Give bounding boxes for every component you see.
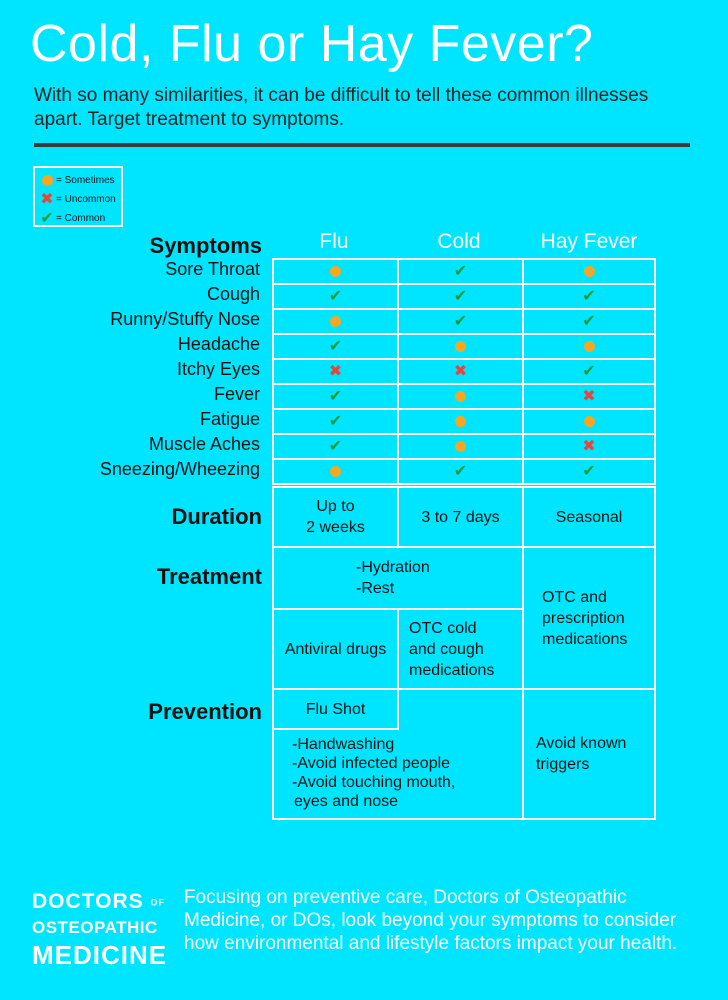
- symptom-cell-cold: [397, 333, 524, 360]
- column-header-hay-fever: Hay Fever: [540, 230, 638, 253]
- symptom-cell-flu: [272, 408, 399, 435]
- logo-line2: OSTEOPATHIC: [32, 918, 158, 937]
- legend-common-label: = Common: [56, 213, 106, 224]
- dot-icon: [455, 341, 466, 352]
- check-icon: ✔: [453, 462, 468, 480]
- duration-hay-fever: Seasonal: [522, 486, 656, 548]
- symptom-cell-flu: [272, 383, 399, 410]
- symptom-cell-flu: [272, 358, 399, 385]
- symptom-cell-cold: [397, 383, 524, 410]
- symptom-cell-cold: [397, 258, 524, 285]
- symptom-cell-flu: [272, 458, 399, 485]
- legend: [33, 166, 123, 227]
- cross-icon: ✖: [582, 387, 596, 405]
- symptom-label: Sneezing/Wheezing: [99, 459, 260, 479]
- symptom-label: Cough: [206, 284, 260, 304]
- symptom-cell-flu: [272, 333, 399, 360]
- symptom-label: Muscle Aches: [148, 434, 260, 454]
- prevention-hay-line2: triggers: [536, 756, 590, 773]
- symptom-cell-flu: [272, 283, 399, 310]
- treatment-hay-line1: OTC and: [542, 588, 607, 606]
- symptom-cell-flu: [272, 258, 399, 285]
- symptom-label: Itchy Eyes: [176, 359, 260, 379]
- check-icon: ✔: [582, 287, 596, 305]
- logo-line1: DOCTORS OF: [32, 890, 165, 913]
- check-icon: ✔: [328, 437, 343, 455]
- symptom-cell-cold: [397, 358, 524, 385]
- prevention-shared-line1: -Handwashing: [292, 736, 395, 753]
- column-header-cold: Cold: [437, 230, 481, 253]
- check-icon: ✔: [328, 337, 343, 355]
- prevention-shared-line3: -Avoid touching mouth,: [292, 774, 456, 791]
- symptom-cell-flu: [272, 433, 399, 460]
- page-title: Cold, Flu or Hay Fever?: [30, 15, 594, 73]
- symptom-cell-cold: [397, 283, 524, 310]
- symptom-cell-hay: [522, 283, 656, 310]
- dot-icon: [584, 341, 595, 352]
- treatment-hay-fever: [522, 546, 656, 690]
- legend-sometimes: [39, 171, 121, 190]
- dot-icon: [584, 416, 595, 427]
- prevention-shared-line4: eyes and nose: [294, 793, 399, 810]
- symptom-cell-cold: [397, 308, 524, 335]
- section-label-duration: Duration: [171, 504, 262, 529]
- duration-flu-line1: Up to: [316, 498, 355, 515]
- treatment-shared-line2: -Rest: [356, 580, 395, 597]
- column-header-flu: Flu: [319, 230, 349, 253]
- symptom-label: Sore Throat: [165, 259, 260, 279]
- check-icon: ✔: [328, 412, 343, 430]
- symptom-label: Fever: [213, 384, 260, 404]
- check-icon: ✔: [582, 462, 596, 480]
- dot-icon: [42, 175, 53, 186]
- symptom-cell-hay: [522, 333, 656, 360]
- symptom-cell-flu: [272, 308, 399, 335]
- dom-logo: [32, 890, 172, 971]
- cross-icon: ✖: [582, 437, 596, 455]
- dot-icon: [455, 391, 466, 402]
- divider: [34, 143, 690, 147]
- symptom-label: Fatigue: [199, 409, 260, 429]
- symptom-cell-hay: [522, 433, 656, 460]
- legend-uncommon: [39, 190, 121, 209]
- legend-common: [39, 209, 121, 228]
- check-icon: ✔: [328, 387, 343, 405]
- symptom-cell-cold: [397, 433, 524, 460]
- check-icon: ✔: [328, 287, 343, 305]
- prevention-shared: [272, 728, 524, 820]
- treatment-cold: [397, 608, 524, 690]
- logo-line3: MEDICINE: [32, 940, 168, 970]
- prevention-blank-cell: [397, 688, 524, 730]
- dot-icon: [455, 416, 466, 427]
- page-subtitle: With so many similarities, it can be difficult to tell these common illnesses apart. Target treatment to symptoms.: [34, 85, 649, 130]
- legend-uncommon-label: = Uncommon: [56, 194, 116, 205]
- logo-of: OF: [150, 897, 165, 908]
- prevention-shared-line2: -Avoid infected people: [292, 755, 451, 772]
- treatment-shared-line1: -Hydration: [356, 559, 430, 576]
- prevention-hay-line1: Avoid known: [536, 735, 627, 752]
- dot-icon: [330, 316, 341, 327]
- prevention-flu: Flu Shot: [272, 688, 399, 730]
- symptom-cell-cold: [397, 458, 524, 485]
- symptom-cell-hay: [522, 308, 656, 335]
- section-label-symptoms: Symptoms: [149, 233, 262, 258]
- check-icon: ✔: [582, 362, 596, 380]
- symptom-cell-hay: [522, 383, 656, 410]
- dot-icon: [584, 266, 595, 277]
- section-label-prevention: Prevention: [148, 699, 262, 724]
- check-icon: ✔: [40, 209, 54, 227]
- dot-icon: [330, 266, 341, 277]
- check-icon: ✔: [453, 262, 468, 280]
- treatment-hay-line3: medications: [542, 630, 628, 648]
- symptom-cell-hay: [522, 358, 656, 385]
- cross-icon: ✖: [40, 190, 54, 208]
- treatment-cold-line1: OTC cold: [409, 619, 477, 637]
- symptom-cell-hay: [522, 458, 656, 485]
- duration-flu-line2: 2 weeks: [306, 519, 365, 536]
- dot-icon: [330, 466, 341, 477]
- duration-cold: 3 to 7 days: [397, 486, 524, 548]
- symptom-cell-cold: [397, 408, 524, 435]
- symptom-label: Runny/Stuffy Nose: [110, 309, 260, 329]
- check-icon: ✔: [582, 312, 596, 330]
- cross-icon: ✖: [328, 362, 343, 380]
- treatment-cold-line2: and cough: [409, 640, 484, 658]
- symptom-cell-hay: [522, 258, 656, 285]
- section-label-treatment: Treatment: [156, 564, 262, 589]
- prevention-hay-fever: [522, 688, 656, 820]
- cross-icon: ✖: [453, 362, 468, 380]
- footer-text: Focusing on preventive care, Doctors of Osteopathic Medicine, or DOs, look beyond your symptoms to consider how environmental and lifestyle factors impact your health.: [184, 887, 678, 954]
- check-icon: ✔: [453, 287, 468, 305]
- check-icon: ✔: [453, 312, 468, 330]
- legend-sometimes-label: = Sometimes: [56, 175, 115, 186]
- treatment-hay-line2: prescription: [542, 609, 625, 627]
- treatment-shared: [272, 546, 524, 610]
- treatment-cold-line3: medications: [409, 661, 495, 679]
- symptom-label: Headache: [177, 334, 260, 354]
- treatment-flu: Antiviral drugs: [272, 608, 399, 690]
- symptom-cell-hay: [522, 408, 656, 435]
- duration-flu: [272, 486, 399, 548]
- dot-icon: [455, 441, 466, 452]
